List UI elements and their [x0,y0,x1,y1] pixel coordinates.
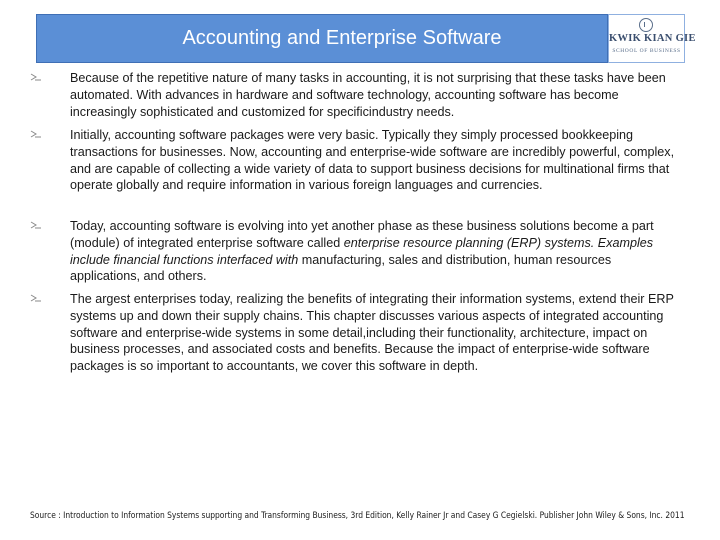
bullet-arrow-icon [30,129,42,139]
school-logo [608,14,696,63]
logo-emblem-icon [639,18,653,32]
bullet-text: Because of the repetitive nature of many tasks in accounting, it is not surprising that these tasks have been automated. With advances in hardware and software technology, accounting software has become increasingly sophisticated and customized for specificindustry needs. [70,71,666,119]
title-bar [36,14,608,63]
bullet-arrow-icon [30,72,42,82]
logo-subtitle: SCHOOL OF BUSINESS [612,48,681,54]
slide-title: Accounting and Enterprise Software [182,27,502,49]
bullet-text: The argest enterprises today, realizing the benefits of integrating their information systems, extend their ERP systems up and down their supply chains. This chapter discusses various aspects of integrated accounting software and enterprise-wide systems in some detail,including their functionality, architecture, impact on business processes, and associated costs and benefits. Because the impact of enterprise-wide software packages is so important to accountants, we cover this software in depth. [70,292,674,374]
source-citation: Source : Introduction to Information Systems supporting and Transforming Business, 3rd Edition, Kelly Rainer Jr and Casey G Cegielski. Publisher John Wiley & Sons, Inc. 2011 [30,510,685,520]
bullet-arrow-icon [30,220,42,230]
bullet-text-part2: manufacturing, sales and distribution, human resources applications, and others. [70,252,612,284]
logo-name: KWIK KIAN GIE [609,33,696,44]
bullet-text-part1: Today, accounting software is evolving into yet another phase as these business solutions become a part (module) of integrated enterprise software called [70,219,654,250]
bullet-text: Initially, accounting software packages were very basic. Typically they simply processed bookkeeping transactions for businesses. Now, accounting and enterprise-wide software are incredibly powerful, complex, and are capable of collecting a wide variety of data to support business decisions for multinational firms that operate globally and require information in various foreign languages and currencies. [70,128,675,193]
bullet-text-italic: enterprise resource planning (ERP) systems. Examples include financial functions interfaced with [70,235,654,267]
bullet-text [70,218,682,285]
bullet-arrow-icon [30,293,42,303]
